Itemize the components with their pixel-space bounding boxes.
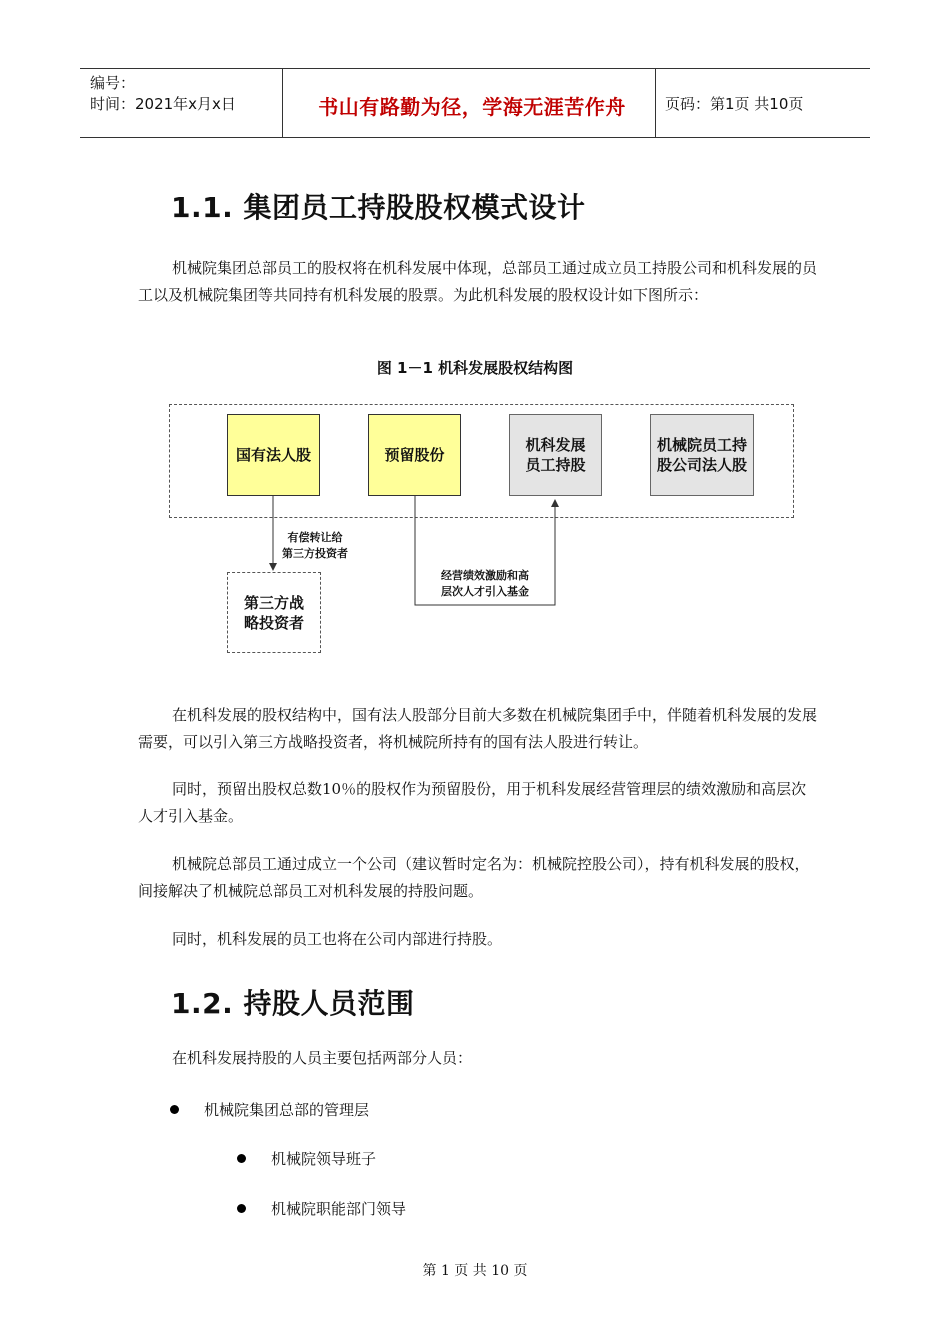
box-company-line: 机械院员工持 bbox=[656, 436, 747, 454]
box-state-owned-label: 国有法人股 bbox=[235, 446, 311, 464]
header-motto: 书山有路勤为径，学海无涯苦作舟 bbox=[318, 95, 626, 119]
bullet-item: 机械院集团总部的管理层 bbox=[204, 1101, 370, 1119]
section-intro: 机械院集团总部员工的股权将在机科发展中体现，总部员工通过成立员工持股公司和机科发展的员工以及机械院集团等共同持有机科发展的股票。为此机科发展的股权设计如下图所示： bbox=[138, 259, 818, 304]
bullet-dot-icon bbox=[170, 1105, 179, 1114]
bullet-dot-icon bbox=[237, 1154, 246, 1163]
bullet-item: 机械院领导班子 bbox=[271, 1150, 377, 1168]
page-footer: 第 1 页 共 10 页 bbox=[422, 1263, 528, 1279]
paragraph: 同时，机科发展的员工也将在公司内部进行持股。 bbox=[172, 930, 503, 948]
box-investor-line: 第三方战 bbox=[243, 593, 304, 612]
label-incentive bbox=[420, 568, 550, 600]
paragraph: 机械院总部员工通过成立一个公司（建议暂时定名为：机械院控股公司），持有机科发展的股权，间接解决了机械院总部员工对机科发展的持股问题。 bbox=[138, 855, 810, 900]
doc-number-label: 编号： bbox=[90, 74, 136, 92]
figure-caption: 图 1－1 机科发展股权结构图 bbox=[376, 359, 574, 377]
box-employee-line: 员工持股 bbox=[525, 456, 586, 474]
label-incentive-line: 经营绩效激励和高 bbox=[441, 569, 529, 582]
label-transfer-line: 有偿转让给 bbox=[287, 531, 343, 544]
section-intro: 在机科发展持股的人员主要包括两部分人员： bbox=[172, 1049, 473, 1067]
section-title: 1.2. 持股人员范围 bbox=[171, 987, 415, 1020]
section-title: 1.1. 集团员工持股股权模式设计 bbox=[171, 191, 586, 224]
header-page-info: 页码：第1页 共10页 bbox=[665, 95, 804, 113]
box-company-line: 股公司法人股 bbox=[656, 456, 747, 474]
label-transfer-line: 第三方投资者 bbox=[282, 547, 348, 560]
paragraph: 在机科发展的股权结构中，国有法人股部分目前大多数在机械院集团手中，伴随着机科发展的发展需要，可以引入第三方战略投资者，将机械院所持有的国有法人股进行转让。 bbox=[138, 706, 818, 751]
label-transfer bbox=[270, 530, 360, 562]
doc-time-label: 时间：2021年x月x日 bbox=[90, 95, 236, 113]
paragraph: 同时，预留出股权总数10％的股权作为预留股份，用于机科发展经营管理层的绩效激励和高层次人才引入基金。 bbox=[138, 780, 807, 825]
bullet-dot-icon bbox=[237, 1204, 246, 1213]
box-employee-line: 机科发展 bbox=[525, 436, 586, 454]
bullet-item: 机械院职能部门领导 bbox=[271, 1200, 407, 1218]
box-investor-line: 略投资者 bbox=[243, 613, 304, 632]
label-incentive-line: 层次人才引入基金 bbox=[441, 585, 529, 598]
box-reserved-label: 预留股份 bbox=[384, 446, 445, 464]
